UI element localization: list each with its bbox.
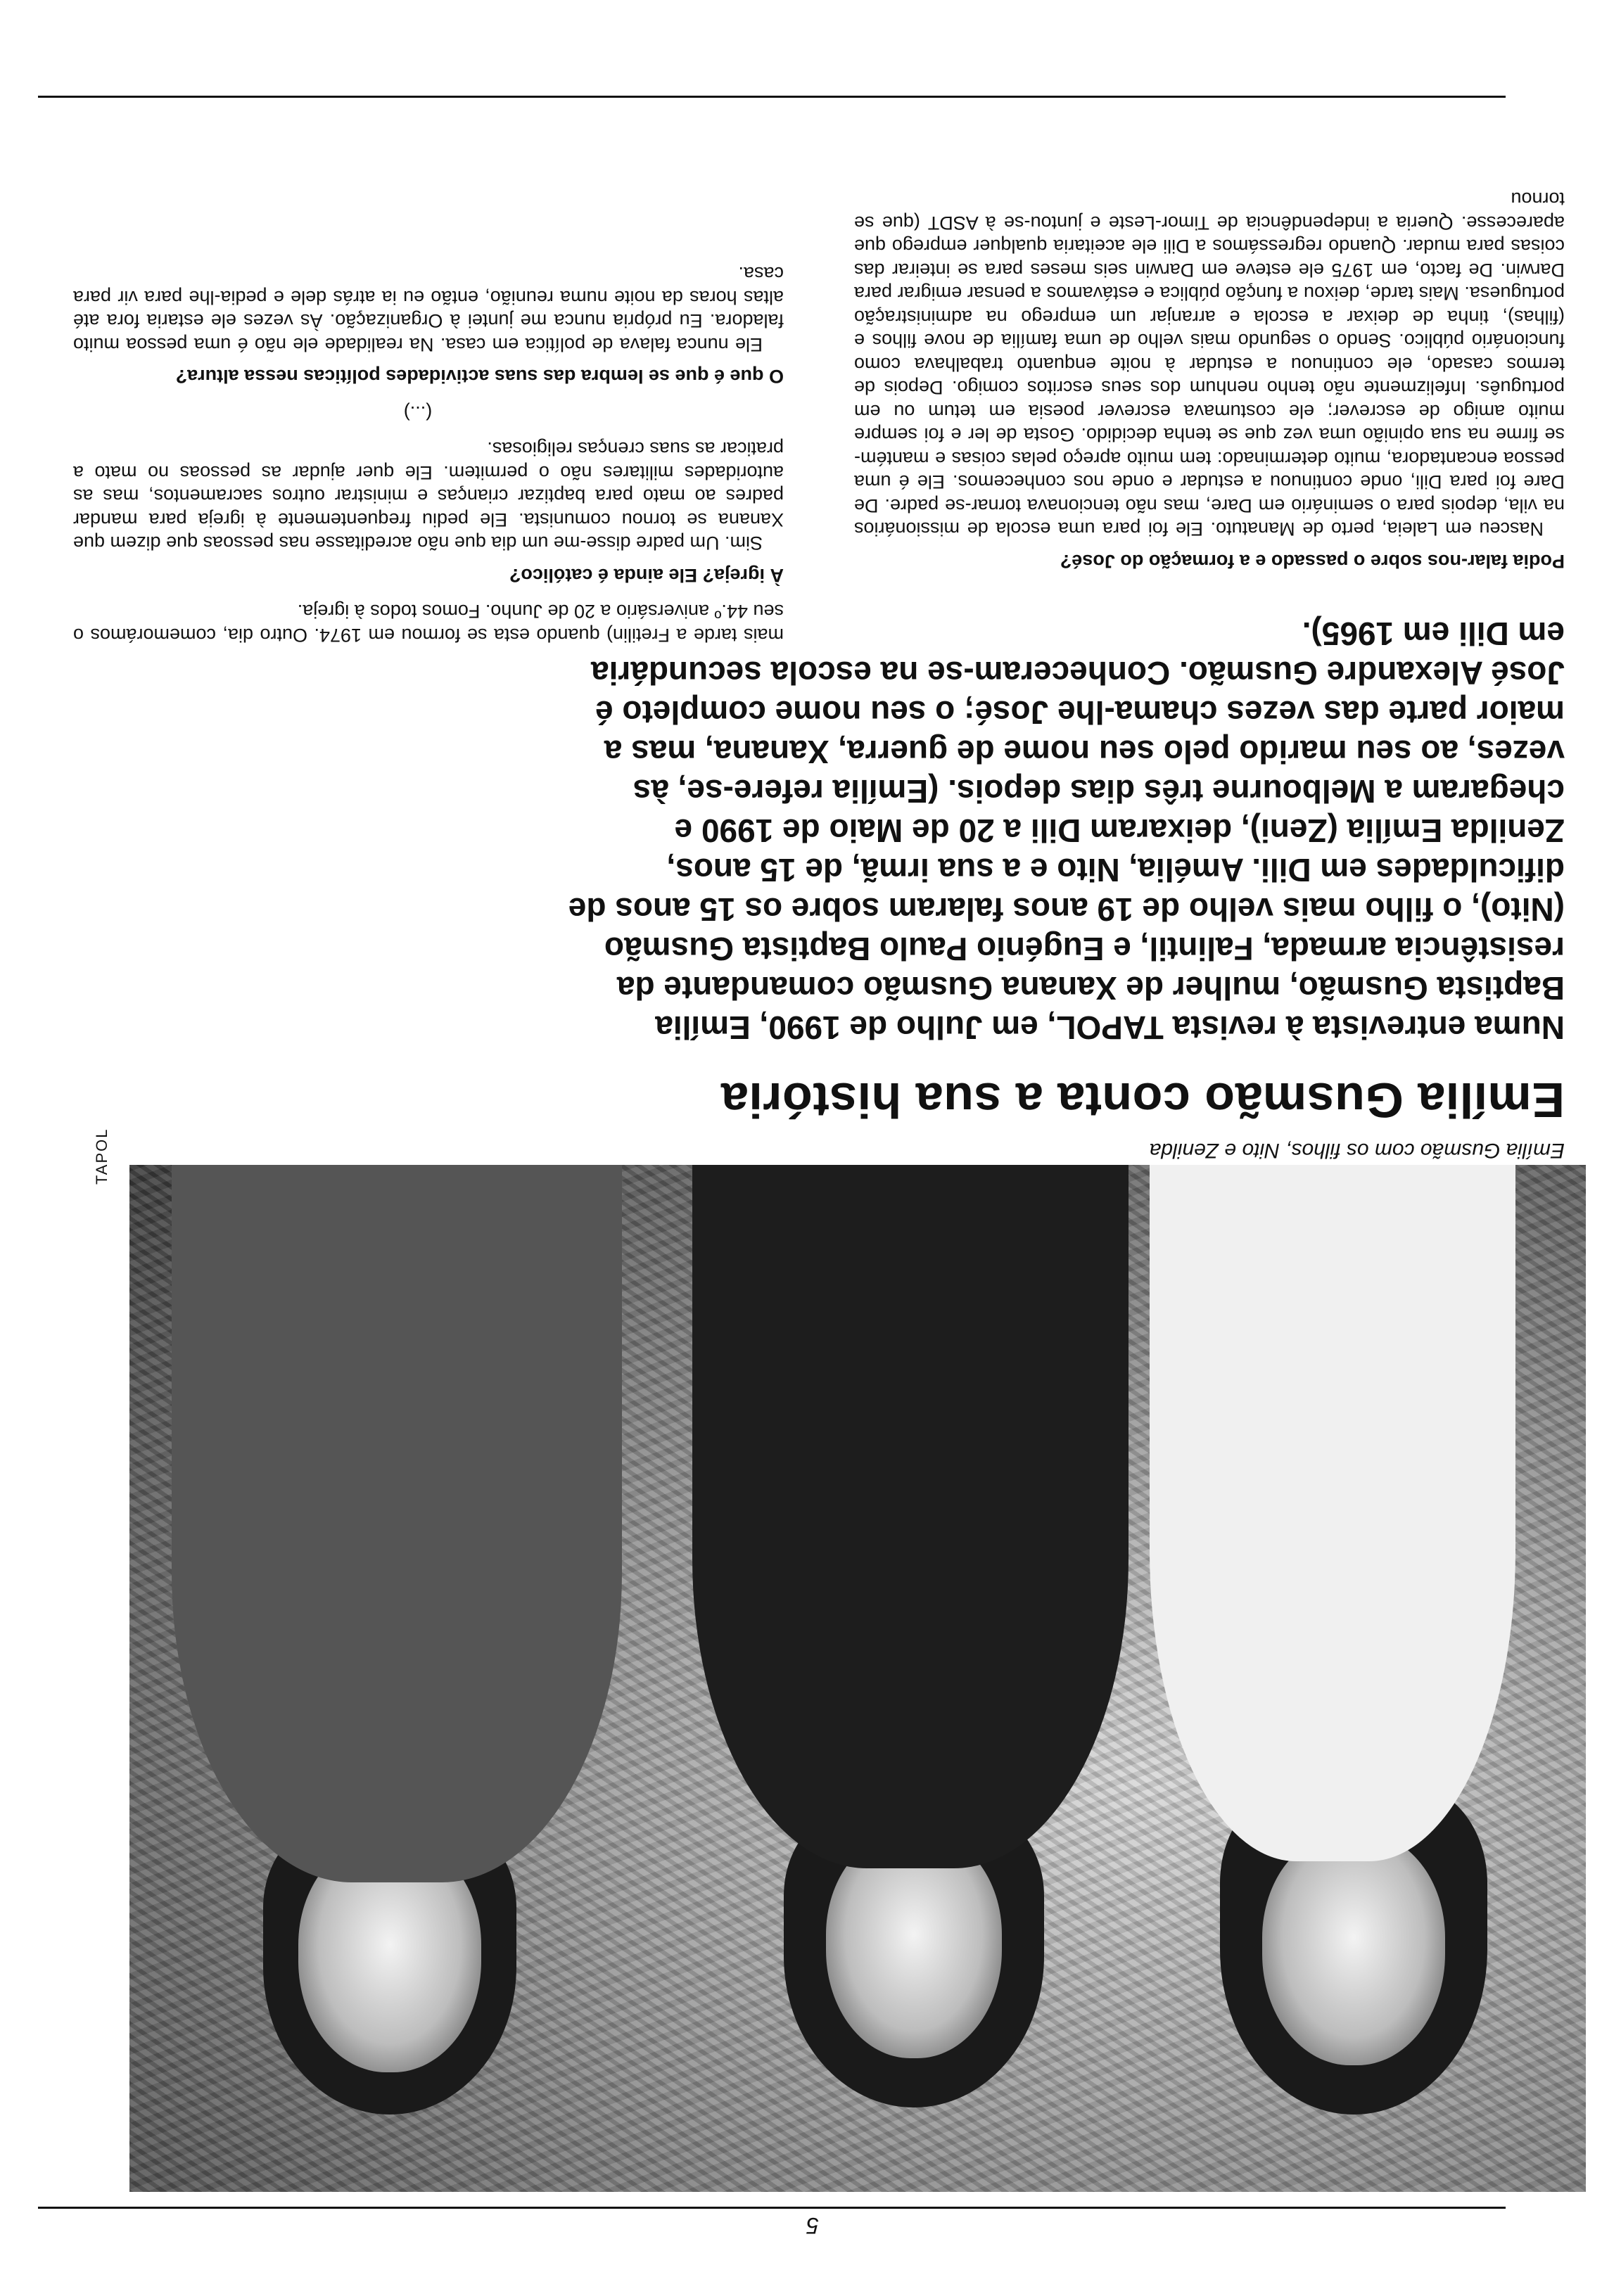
family-photo: [129, 1165, 1586, 2192]
clothing: [692, 1165, 1129, 1868]
question-2: À igreja? Ele ainda é católico?: [509, 565, 784, 586]
photo-caption: Emília Gusmão com os filhos, Nito e Zenilda: [1149, 1139, 1565, 1162]
article-headline: Emília Gusmão conta a sua história: [720, 1073, 1565, 1128]
answer-1: Nasceu em Laleia, perto de Manatuto. Ele foi para uma escola de missionários na vila, depois para o seminário em Dare, mas não tencionava tornar-se padre. De Dare foi para Dili, onde continuou a estudar e onde nos conhecemos. Ele é uma pessoa encantadora, muito determinado: tem muito apreço pelas coisas e mantém-se firme na sua opinião uma vez que se tenha decidido. Gosta de ler e foi sempre muito amigo de escrever; ele costumava escrever poesia em tetum ou em português. Infelizmente não tenho nenhum dos seus escritos comigo. Depois de termos casado, ele continuou a estudar à noite enquanto trabalhava como funcionário público. Sendo o segundo mais velho de uma família de nove filhos e (filhas), tinha de deixar a escola e arranjar um emprego na administração portuguesa. Mais tarde, deixou a função pública e estávamos a pensar emigrar para Darwin. De facto, em 1975 ele esteve em Darwin seis meses para se inteirar das coisas para mudar. Quando regressámos a Dili ele aceitaria qualquer emprego que aparecesse. Queria a independência de Timor-Leste e juntou-se à ASDT (que se tornou: [854, 189, 1565, 540]
clothing: [1150, 1165, 1515, 1861]
face: [1262, 1833, 1445, 2065]
photo-credit: TAPOL: [93, 1128, 110, 1185]
article-lede: Numa entrevista à revista TAPOL, em Julho de 1990, Emília Baptista Gusmão, mulher de Xanana Gusmão comandante da resistência armada, Falintil, e Eugénio Paulo Baptista Gusmão (Nito), o filho mais velho de 19 anos falaram sobre os 15 anos de dificuldades em Dili. Amélia, Nito e a sua irmã, de 15 anos, Zenilda Emília (Zeni), deixaram Dili a 20 de Maio de 1990 e chegaram a Melbourne três dias depois. (Emília refere-se, às vezes, ao seu marido pelo seu nome de guerra, Xanana, mas a maior parte das vezes chama-lhe José; o seu nome completo é José Alexandre Gusmão. Conheceram-se na escola secundária em Dili em 1965).: [568, 616, 1565, 1046]
bottom-rule: [38, 96, 1506, 98]
right-column: [73, 249, 784, 646]
question-1: Podia falar-nos sobre o passado e a formação do José?: [1060, 551, 1565, 572]
left-column: [854, 174, 1565, 573]
clothing: [172, 1165, 622, 1882]
top-rule: [38, 2207, 1506, 2209]
question-3: O que é que se lembra das suas actividades políticas nessa altura?: [175, 366, 784, 388]
answer-2: Sim. Um padre disse-me um dia que não acreditasse nas pessoas que dizem que Xanana se tornou comunista. Ele pediu frequentemente à igreja para mandar padres ao mato para baptizar crianças e ministrar outros sacramentos, mas as autoridades militares não o permitem. Ele quer ajudar as pessoas no mato a praticar as suas crenças religiosas.: [72, 438, 784, 554]
answer-3: Ele nunca falava de política em casa. Na realidade ele não é uma pessoa muito faladora. Eu própria nunca me juntei à Organização. Às vezes ele estaria fora até altas horas da noite numa reunião, então eu ia atrás dele e pedia-lhe para vir para casa.: [73, 263, 784, 355]
answer-1-continued: mais tarde a Fretilin) quando esta se formou em 1974. Outro dia, comemorámos o seu 44.º aniversário a 20 de Junho. Fomos todos à igreja.: [73, 601, 784, 646]
ellipsis: (...): [403, 402, 433, 423]
page-number: 5: [806, 2213, 819, 2238]
